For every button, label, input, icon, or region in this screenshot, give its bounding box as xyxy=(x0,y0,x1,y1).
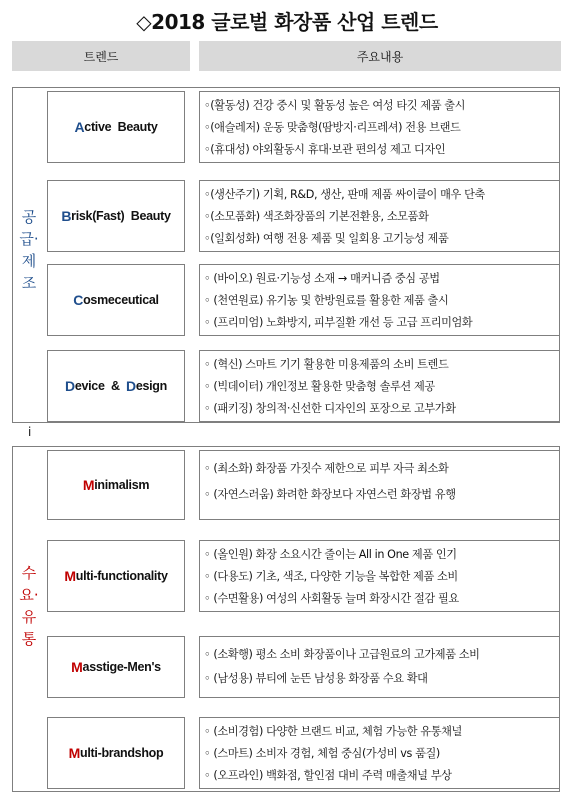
trend-rest: evice & xyxy=(74,379,127,393)
content-line: ◦ (자연스러움) 화려한 화장보다 자연스런 화장법 유행 xyxy=(204,488,456,501)
content-line: ◦ (소확행) 평소 소비 화장품이나 고급원료의 고가제품 소비 xyxy=(204,648,480,661)
supply-char: 공 xyxy=(21,208,37,226)
trend-initial: M xyxy=(82,477,95,493)
trend-device-design xyxy=(47,350,185,422)
trend-initial: D xyxy=(65,378,75,394)
content-line: ◦ (최소화) 화장품 가짓수 제한으로 피부 자극 최소화 xyxy=(204,462,449,475)
trend-active-beauty xyxy=(47,91,185,163)
trend-rest: ctive Beauty xyxy=(84,120,158,134)
content-line: ◦ (오프라인) 백화점, 할인점 대비 주력 매출채널 부상 xyxy=(204,769,452,782)
content-line: ◦(생산주기) 기획, R&D, 생산, 판매 제품 싸이클이 매우 단축 xyxy=(204,188,485,201)
content-multi-brandshop xyxy=(199,717,560,789)
trend-multi-functionality xyxy=(47,540,185,612)
trend-initial: M xyxy=(71,659,83,675)
trend-rest: ulti-brandshop xyxy=(80,746,164,760)
content-cosmeceutical xyxy=(199,264,560,336)
trend-rest: inimalism xyxy=(94,478,150,492)
trend-initial: M xyxy=(68,745,81,761)
trend-initial: C xyxy=(73,292,84,308)
content-line: ◦ (올인원) 화장 소요시간 줄이는 All in One 제품 인기 xyxy=(204,548,457,561)
supply-group-label xyxy=(16,206,42,294)
trend-rest: asstige-Men's xyxy=(82,660,161,674)
content-line: ◦ (남성용) 뷰티에 눈뜬 남성용 화장품 수요 확대 xyxy=(204,672,428,685)
content-multi-functionality xyxy=(199,540,560,612)
content-line: ◦ (빅데이터) 개인정보 활용한 맞춤형 솔루션 제공 xyxy=(204,380,435,393)
page-title: ◇2018 글로벌 화장품 산업 트렌드 xyxy=(136,10,438,34)
trend-rest: ulti-functionality xyxy=(75,569,168,583)
trend-initial: A xyxy=(74,119,85,135)
supply-char: 급· xyxy=(19,230,39,248)
trend-masstige-mens xyxy=(47,636,185,698)
demand-char: 통 xyxy=(21,630,37,648)
demand-char: 요· xyxy=(19,586,39,604)
header-trend: 트렌드 xyxy=(12,41,190,71)
header-content: 주요내용 xyxy=(199,41,561,71)
content-line: ◦ (수면활용) 여성의 사회활동 늘며 화장시간 절감 필요 xyxy=(204,592,459,605)
content-device-design xyxy=(199,350,560,422)
trend-initial: M xyxy=(64,568,76,584)
trend-initial: D xyxy=(126,378,136,394)
content-line: ◦ (혁신) 스마트 기기 활용한 미용제품의 소비 트렌드 xyxy=(204,358,449,371)
supply-char: 조 xyxy=(21,274,37,292)
demand-group-label xyxy=(16,562,42,650)
trend-rest: osmeceutical xyxy=(83,293,159,307)
content-line: ◦(휴대성) 야외활동시 휴대·보관 편의성 제고 디자인 xyxy=(204,143,446,156)
trend-brisk-beauty xyxy=(47,180,185,252)
content-active-beauty xyxy=(199,91,560,163)
content-line: ◦(활동성) 건강 중시 및 활동성 높은 여성 타깃 제품 출시 xyxy=(204,99,466,112)
trend-rest: esign xyxy=(135,379,167,393)
trend-multi-brandshop xyxy=(47,717,185,789)
content-line: ◦(소모품화) 색조화장품의 기본전환용, 소모품화 xyxy=(204,210,429,223)
content-brisk-beauty xyxy=(199,180,560,252)
content-line: ◦ (소비경험) 다양한 브랜드 비교, 체험 가능한 유통채널 xyxy=(204,725,462,738)
trend-cosmeceutical xyxy=(47,264,185,336)
content-line: ◦ (천연원료) 유기농 및 한방원료를 활용한 제품 출시 xyxy=(204,294,449,307)
content-line: ◦ (패키징) 창의적·신선한 디자인의 포장으로 고부가화 xyxy=(204,402,456,415)
content-line: ◦ (바이오) 원료·기능성 소재 → 매커니즘 중심 공법 xyxy=(204,272,440,285)
supply-char: 제 xyxy=(21,252,37,270)
demand-char: 수 xyxy=(21,564,37,582)
content-line: ◦ (다용도) 기초, 색조, 다양한 기능을 복합한 제품 소비 xyxy=(204,570,458,583)
trend-rest: risk(Fast) Beauty xyxy=(71,209,171,223)
content-line: ◦(애슬레저) 운동 맞춤형(땀방지·리프레셔) 전용 브랜드 xyxy=(204,121,461,134)
group-separator: i xyxy=(28,425,32,439)
content-line: ◦(일회성화) 여행 전용 제품 및 일회용 고기능성 제품 xyxy=(204,232,449,245)
trend-initial: B xyxy=(61,208,72,224)
content-line: ◦ (스마트) 소비자 경험, 체험 중심(가성비 vs 품질) xyxy=(204,747,440,760)
demand-char: 유 xyxy=(21,608,37,626)
content-minimalism xyxy=(199,450,560,520)
content-masstige-mens xyxy=(199,636,560,698)
trend-minimalism xyxy=(47,450,185,520)
content-line: ◦ (프리미엄) 노화방지, 피부질환 개선 등 고급 프리미엄화 xyxy=(204,316,473,329)
